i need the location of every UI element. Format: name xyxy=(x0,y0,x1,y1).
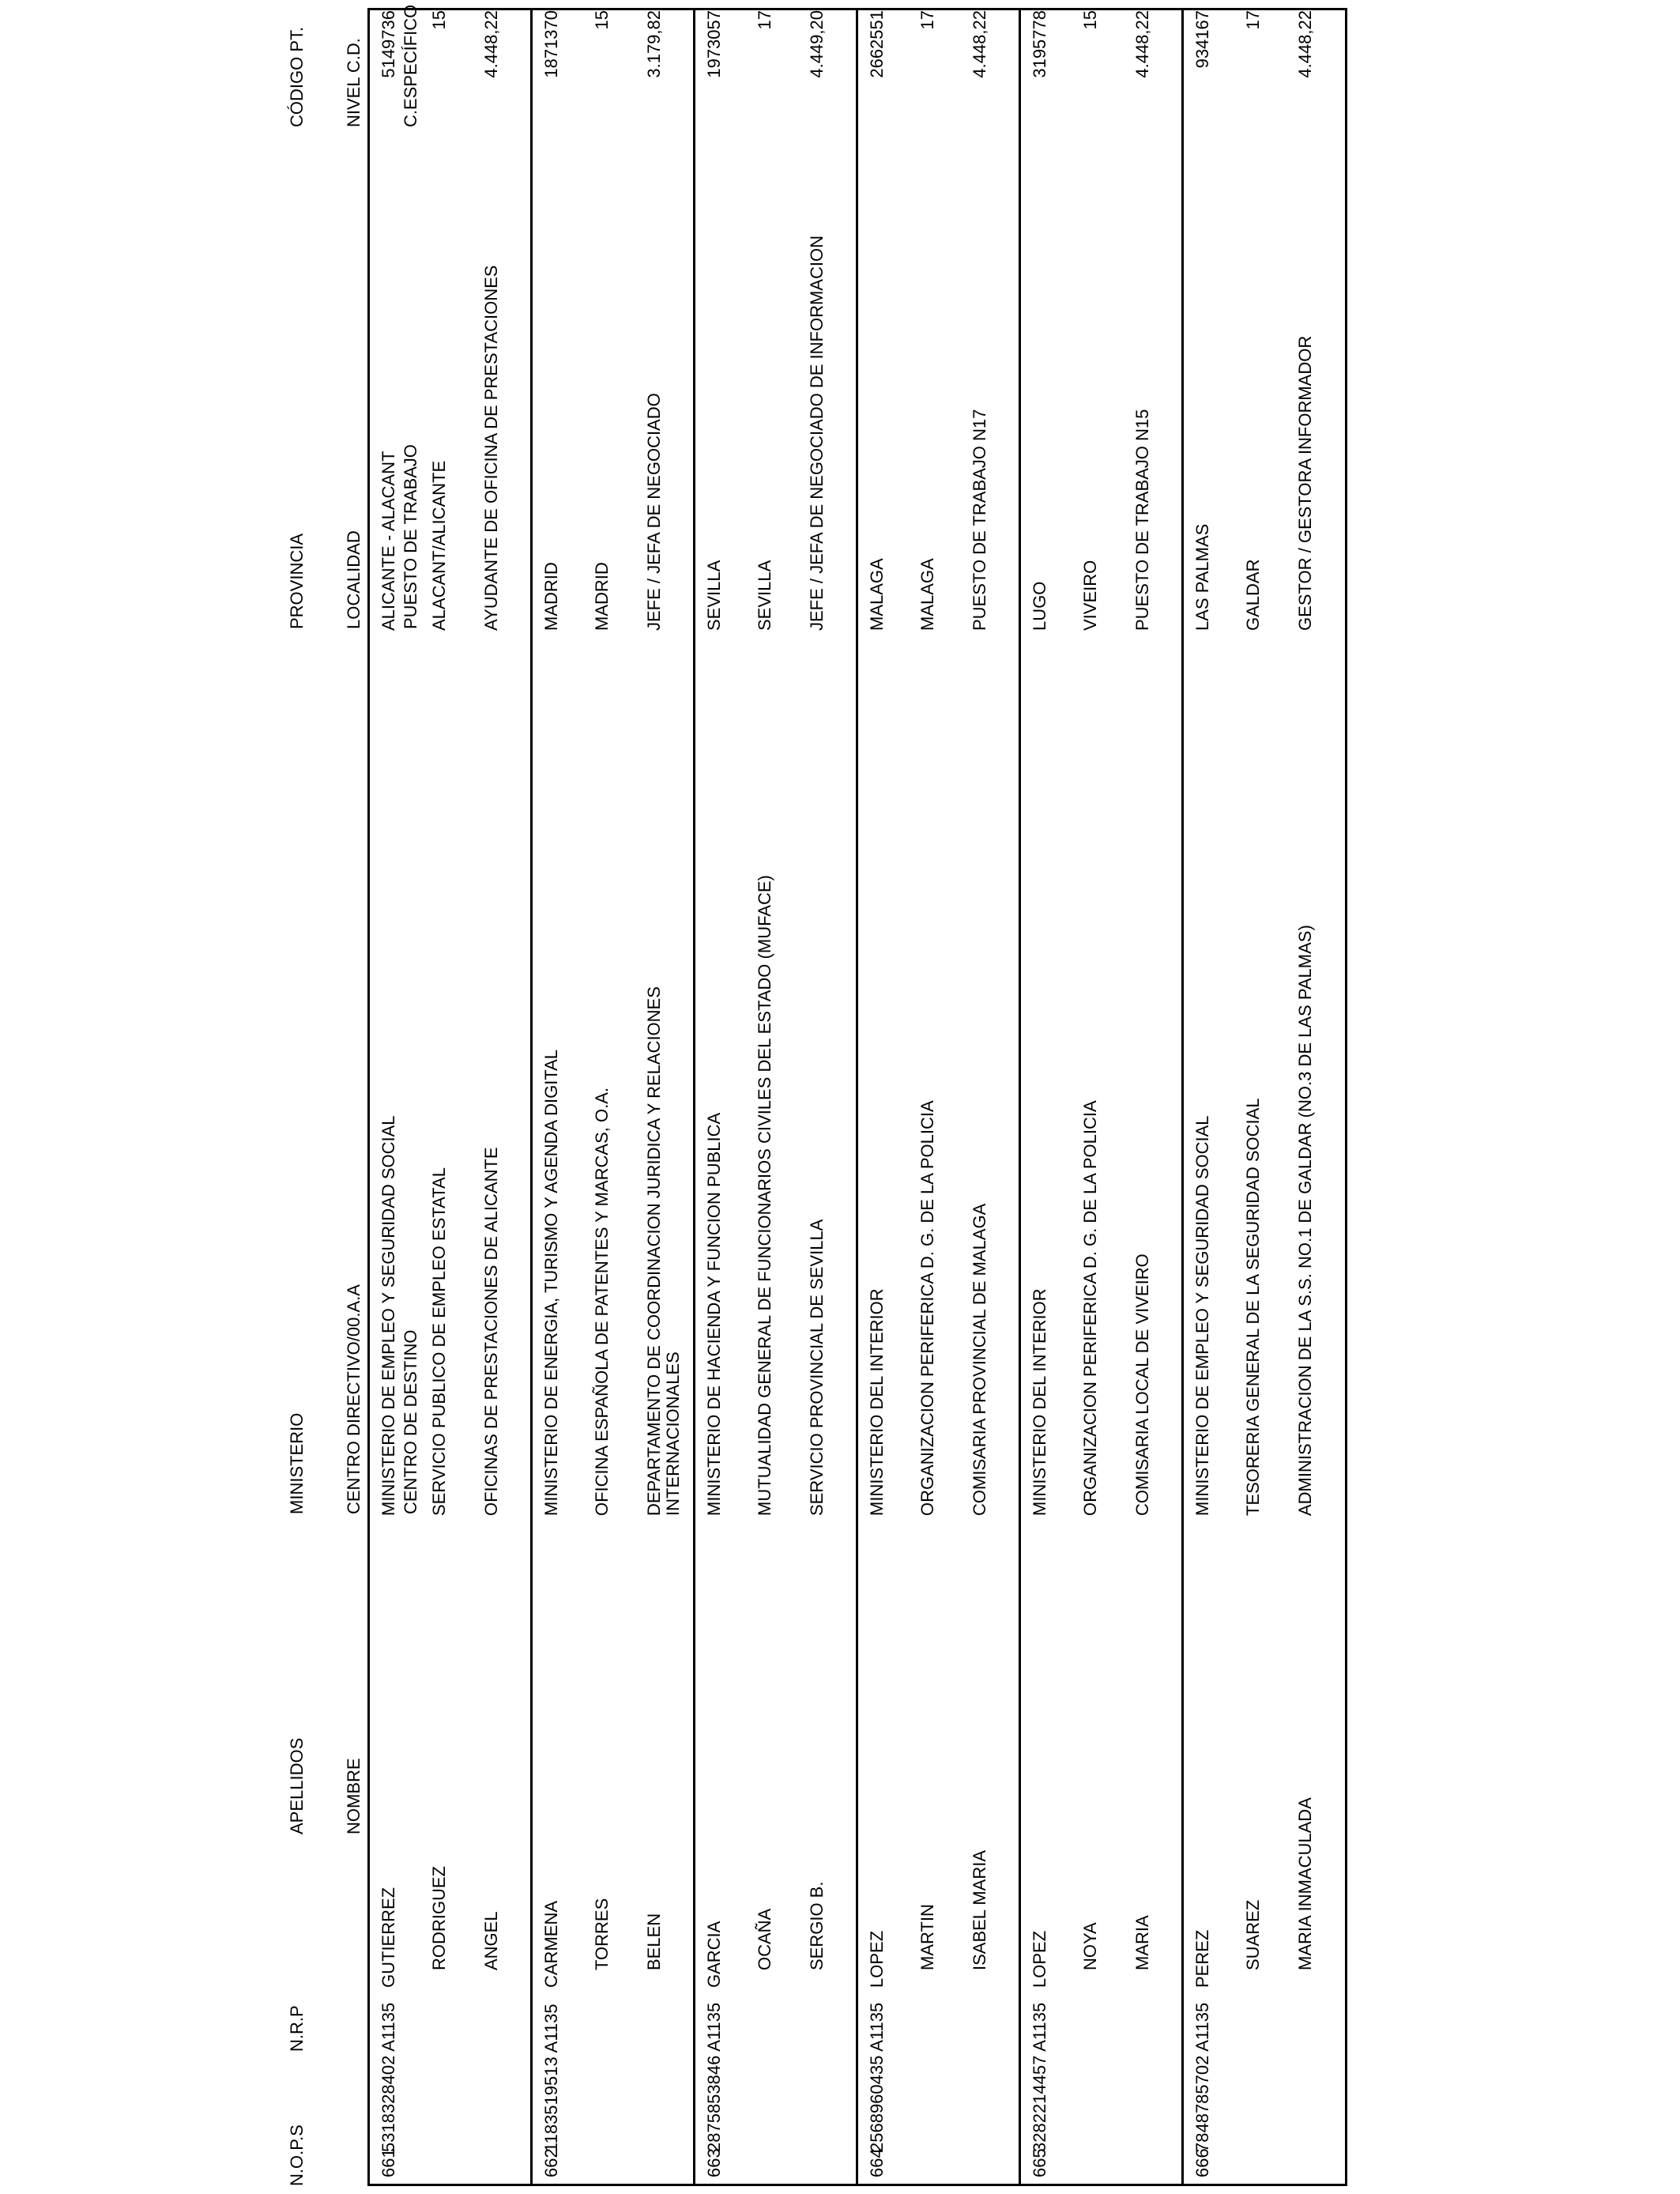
record-row xyxy=(695,10,858,2184)
record-centro-destino: DEPARTAMENTO DE COORDINACION JURIDICA Y RELACIONES INTERNACIONALES xyxy=(644,986,683,1516)
header-nops xyxy=(250,2124,345,2186)
record-apellido2: SUAREZ xyxy=(1243,1899,1263,1970)
header-provincia-label: PROVINCIA xyxy=(287,533,307,629)
record-nombre: BELEN xyxy=(644,1913,664,1970)
record-centro-destino: SERVICIO PROVINCIAL DE SEVILLA xyxy=(807,1219,827,1516)
record-centro-directivo: ORGANIZACION PERIFERICA D. G. DE LA POLICIA xyxy=(917,1100,937,1516)
record-apellido1: GARCIA xyxy=(704,1921,724,1988)
header-centro-directivo-label: CENTRO DIRECTIVO/00.A.A xyxy=(344,1284,363,1514)
record-especifico: 4.448,22 xyxy=(1132,10,1152,78)
record-apellido1: CARMENA xyxy=(541,1900,561,1988)
record-ministerio: MINISTERIO DE EMPLEO Y SEGURIDAD SOCIAL xyxy=(379,1115,398,1516)
record-ministerio: MINISTERIO DE HACIENDA Y FUNCION PUBLICA xyxy=(704,1112,724,1516)
record-apellido1: GUTIERREZ xyxy=(379,1887,398,1988)
record-nivel: 17 xyxy=(1243,10,1263,30)
record-apellido2: OCAÑA xyxy=(755,1908,774,1970)
record-centro-directivo: SERVICIO PUBLICO DE EMPLEO ESTATAL xyxy=(429,1167,449,1516)
record-nombre: MARIA INMACULADA xyxy=(1295,1797,1315,1970)
record-provincia: LAS PALMAS xyxy=(1192,523,1212,631)
record-centro-directivo: ORGANIZACION PERIFERICA D. G. DE LA POLICIA xyxy=(1080,1100,1100,1516)
record-nrp: 2875853846 A1135 xyxy=(704,2002,724,2152)
header-especifico-label: C.ESPECÍFICO xyxy=(401,4,420,127)
record-row xyxy=(533,10,695,2184)
record-nivel: 15 xyxy=(1080,10,1100,30)
record-nops: 662 xyxy=(541,2148,561,2177)
record-centro-destino: OFICINAS DE PRESTACIONES DE ALICANTE xyxy=(481,1147,501,1516)
record-codigo: 5149736 xyxy=(379,10,398,78)
record-codigo: 1871370 xyxy=(541,10,561,78)
header-nrp xyxy=(250,2005,345,2052)
record-puesto: GESTOR / GESTORA INFORMADOR xyxy=(1295,335,1315,631)
record-localidad: MADRID xyxy=(592,562,612,631)
record-provincia: ALICANTE - ALACANT xyxy=(379,450,398,631)
record-especifico: 4.448,22 xyxy=(970,10,989,78)
record-apellido2: RODRIGUEZ xyxy=(429,1866,449,1970)
record-nrp: 5318328402 A1135 xyxy=(379,2002,398,2152)
header-ministerio-label: MINISTERIO xyxy=(287,1412,307,1514)
header-nivel-label: NIVEL C.D. xyxy=(344,38,363,127)
records-table xyxy=(367,8,1347,2186)
record-codigo: 2662551 xyxy=(867,10,887,78)
record-nombre: MARIA xyxy=(1132,1915,1152,1970)
record-apellido1: PEREZ xyxy=(1192,1929,1212,1988)
header-localidad-label: LOCALIDAD xyxy=(344,530,363,629)
record-nrp: 7848785702 A1135 xyxy=(1192,2002,1212,2152)
record-row xyxy=(1021,10,1184,2184)
record-centro-destino: COMISARIA PROVINCIAL DE MALAGA xyxy=(970,1203,989,1516)
header-nops-label: N.O.P.S xyxy=(287,2124,307,2186)
record-row xyxy=(858,10,1021,2184)
record-puesto: PUESTO DE TRABAJO N15 xyxy=(1132,409,1152,631)
header-apellidos-label: APELLIDOS xyxy=(287,1737,307,1834)
header-codigo-label: CÓDIGO PT. xyxy=(287,26,307,127)
record-codigo: 1973057 xyxy=(704,10,724,78)
record-ministerio: MINISTERIO DEL INTERIOR xyxy=(867,1288,887,1516)
record-apellido2: NOYA xyxy=(1080,1922,1100,1970)
record-provincia: SEVILLA xyxy=(704,560,724,631)
record-provincia: MADRID xyxy=(541,562,561,631)
record-localidad: SEVILLA xyxy=(755,560,774,631)
record-nrp: 3282214457 A1135 xyxy=(1030,2002,1049,2152)
record-centro-destino: ADMINISTRACION DE LA S.S. NO.1 DE GALDAR (NO.3 DE LAS PALMAS) xyxy=(1295,925,1315,1516)
record-puesto: JEFE / JEFA DE NEGOCIADO DE INFORMACION xyxy=(807,236,827,631)
record-localidad: ALACANT/ALICANTE xyxy=(429,460,449,631)
record-centro-destino: COMISARIA LOCAL DE VIVEIRO xyxy=(1132,1253,1152,1516)
record-centro-directivo: OFICINA ESPAÑOLA DE PATENTES Y MARCAS, O.A. xyxy=(592,1088,612,1516)
header-nrp-label: N.R.P xyxy=(287,2005,307,2052)
record-nrp: 2568960435 A1135 xyxy=(867,2002,887,2152)
record-localidad: MALAGA xyxy=(917,558,937,631)
record-especifico: 4.448,22 xyxy=(481,10,501,78)
record-apellido2: MARTIN xyxy=(917,1904,937,1970)
record-ministerio: MINISTERIO DEL INTERIOR xyxy=(1030,1288,1049,1516)
record-nombre: SERGIO B. xyxy=(807,1881,827,1970)
record-nrp: 1183519513 A1135 xyxy=(541,2004,561,2152)
record-row xyxy=(370,10,533,2184)
record-codigo: 934167 xyxy=(1192,10,1212,69)
record-especifico: 4.449,20 xyxy=(807,10,827,78)
header-puesto-label: PUESTO DE TRABAJO xyxy=(401,444,420,629)
record-provincia: LUGO xyxy=(1030,581,1049,631)
record-nivel: 15 xyxy=(429,10,449,30)
record-nops: 666 xyxy=(1192,2148,1212,2177)
record-apellido1: LOPEZ xyxy=(1030,1930,1049,1988)
record-apellido1: LOPEZ xyxy=(867,1930,887,1988)
record-especifico: 3.179,82 xyxy=(644,10,664,78)
record-localidad: VIVEIRO xyxy=(1080,560,1100,631)
record-nops: 663 xyxy=(704,2148,724,2177)
record-nivel: 15 xyxy=(592,10,612,30)
record-puesto: AYUDANTE DE OFICINA DE PRESTACIONES xyxy=(481,265,501,631)
record-nivel: 17 xyxy=(755,10,774,30)
record-nivel: 17 xyxy=(917,10,937,30)
record-ministerio: MINISTERIO DE EMPLEO Y SEGURIDAD SOCIAL xyxy=(1192,1115,1212,1516)
record-apellido2: TORRES xyxy=(592,1898,612,1970)
header-centro-destino-label: CENTRO DE DESTINO xyxy=(401,1329,420,1514)
record-codigo: 3195778 xyxy=(1030,10,1049,78)
record-nops: 665 xyxy=(1030,2148,1049,2177)
record-nombre: ISABEL MARIA xyxy=(970,1849,989,1970)
record-centro-directivo: TESORERIA GENERAL DE LA SEGURIDAD SOCIAL xyxy=(1243,1098,1263,1516)
record-nombre: ANGEL xyxy=(481,1911,501,1970)
header-nombre-label: NOMBRE xyxy=(344,1758,363,1834)
record-nops: 664 xyxy=(867,2148,887,2177)
record-centro-directivo: MUTUALIDAD GENERAL DE FUNCIONARIOS CIVILES DEL ESTADO (MUFACE) xyxy=(755,875,774,1516)
record-ministerio: MINISTERIO DE ENERGIA, TURISMO Y AGENDA DIGITAL xyxy=(541,1049,561,1516)
record-provincia: MALAGA xyxy=(867,558,887,631)
record-nops: 661 xyxy=(379,2148,398,2177)
record-puesto: JEFE / JEFA DE NEGOCIADO xyxy=(644,393,664,631)
record-especifico: 4.448,22 xyxy=(1295,10,1315,78)
record-localidad: GALDAR xyxy=(1243,559,1263,631)
record-row xyxy=(1184,10,1347,2184)
record-puesto: PUESTO DE TRABAJO N17 xyxy=(970,409,989,631)
